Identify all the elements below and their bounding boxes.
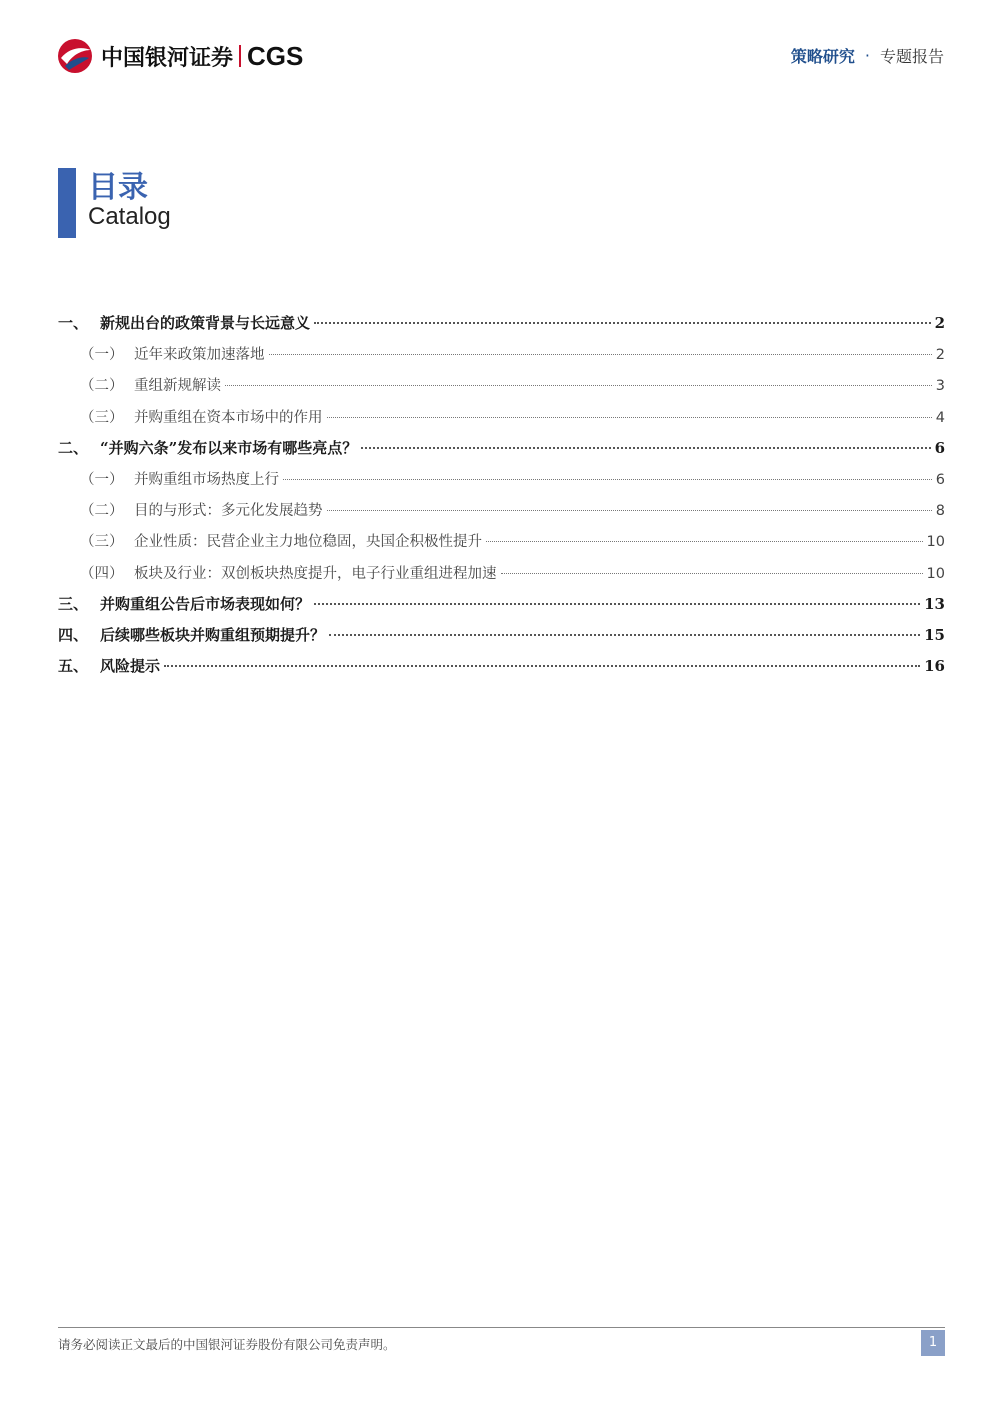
cgs-logo-icon: [55, 36, 95, 76]
catalog-title-en: Catalog: [88, 203, 171, 230]
toc-entry-number: （二）: [80, 503, 124, 520]
toc-dot-leader: [327, 417, 932, 418]
toc-entry[interactable]: [58, 374, 945, 405]
header-separator: ·: [864, 46, 870, 65]
logo-chinese-name: 中国银河证券: [101, 45, 234, 71]
toc-entry-title: 并购重组在资本市场中的作用: [134, 409, 323, 426]
toc-entry-title: 后续哪些板块并购重组预期提升？: [100, 625, 326, 644]
toc-entry[interactable]: [58, 437, 945, 468]
toc-entry-number: 五、: [58, 657, 89, 676]
toc-entry-number: （三）: [80, 409, 124, 426]
toc-dot-leader: [314, 603, 920, 605]
toc-entry-page: 8: [935, 503, 945, 520]
toc-dot-leader: [269, 354, 932, 355]
toc-entry-page: 4: [935, 409, 945, 426]
catalog-title-cn: 目录: [88, 170, 148, 205]
toc-entry-page: 16: [924, 657, 945, 676]
toc-entry-title: 并购重组公告后市场表现如何？: [100, 594, 311, 613]
toc-dot-leader: [329, 634, 920, 636]
toc-entry-page: 13: [924, 594, 945, 613]
report-category: 策略研究: [790, 47, 855, 66]
report-category-header: [791, 44, 944, 67]
toc-entry-number: 二、: [58, 438, 89, 457]
toc-entry-number: （四）: [80, 565, 124, 582]
toc-entry[interactable]: [58, 468, 945, 499]
toc-entry-title: “并购六条”发布以来市场有哪些亮点？: [100, 438, 358, 457]
toc-entry-title: 目的与形式：多元化发展趋势: [134, 503, 323, 520]
toc-dot-leader: [486, 541, 923, 542]
toc-entry[interactable]: [58, 406, 945, 437]
toc-entry-number: （一）: [80, 471, 124, 488]
toc-entry[interactable]: [58, 562, 945, 593]
footer-divider: [58, 1327, 945, 1328]
toc-entry[interactable]: [58, 593, 945, 624]
toc-entry-title: 重组新规解读: [134, 378, 221, 395]
toc-entry[interactable]: [58, 312, 945, 343]
toc-entry-title: 新规出台的政策背景与长远意义: [100, 314, 311, 332]
catalog-accent-bar: [58, 168, 76, 238]
toc-entry[interactable]: [58, 343, 945, 374]
company-logo: [55, 36, 303, 76]
footer-disclaimer: 请务必阅读正文最后的中国银河证券股份有限公司免责声明。: [58, 1337, 396, 1352]
toc-entry-number: （三）: [80, 534, 124, 551]
toc-entry-page: 6: [935, 471, 945, 488]
toc-entry-number: 四、: [58, 625, 89, 644]
toc-entry-number: （二）: [80, 378, 124, 395]
toc-entry-title: 企业性质：民营企业主力地位稳固，央国企积极性提升: [134, 534, 482, 551]
toc-entry[interactable]: [58, 655, 945, 686]
toc-dot-leader: [164, 665, 920, 667]
toc-dot-leader: [501, 573, 923, 574]
report-type: 专题报告: [879, 47, 944, 66]
toc-entry-number: 一、: [58, 314, 89, 332]
table-of-contents: [58, 312, 945, 686]
toc-dot-leader: [283, 479, 932, 480]
toc-entry-page: 2: [934, 314, 945, 332]
logo-english-name: CGS: [247, 40, 304, 71]
toc-entry-page: 3: [935, 378, 945, 395]
toc-dot-leader: [361, 447, 930, 449]
toc-entry-title: 近年来政策加速落地: [134, 347, 265, 364]
toc-entry-title: 板块及行业：双创板块热度提升，电子行业重组进程加速: [134, 565, 497, 582]
toc-entry-page: 2: [935, 347, 945, 364]
page-number: 1: [921, 1330, 945, 1356]
toc-dot-leader: [225, 385, 932, 386]
logo-divider: [239, 45, 241, 67]
toc-entry-page: 10: [926, 565, 945, 582]
toc-entry[interactable]: [58, 530, 945, 561]
toc-entry-title: 并购重组市场热度上行: [134, 471, 279, 488]
toc-entry-title: 风险提示: [100, 657, 161, 676]
toc-entry-page: 15: [924, 625, 945, 644]
toc-entry-number: （一）: [80, 347, 124, 364]
toc-entry[interactable]: [58, 499, 945, 530]
toc-dot-leader: [314, 322, 931, 324]
toc-entry[interactable]: [58, 624, 945, 655]
toc-entry-page: 10: [926, 534, 945, 551]
toc-dot-leader: [327, 510, 932, 511]
toc-entry-number: 三、: [58, 594, 89, 613]
toc-entry-page: 6: [934, 438, 945, 457]
